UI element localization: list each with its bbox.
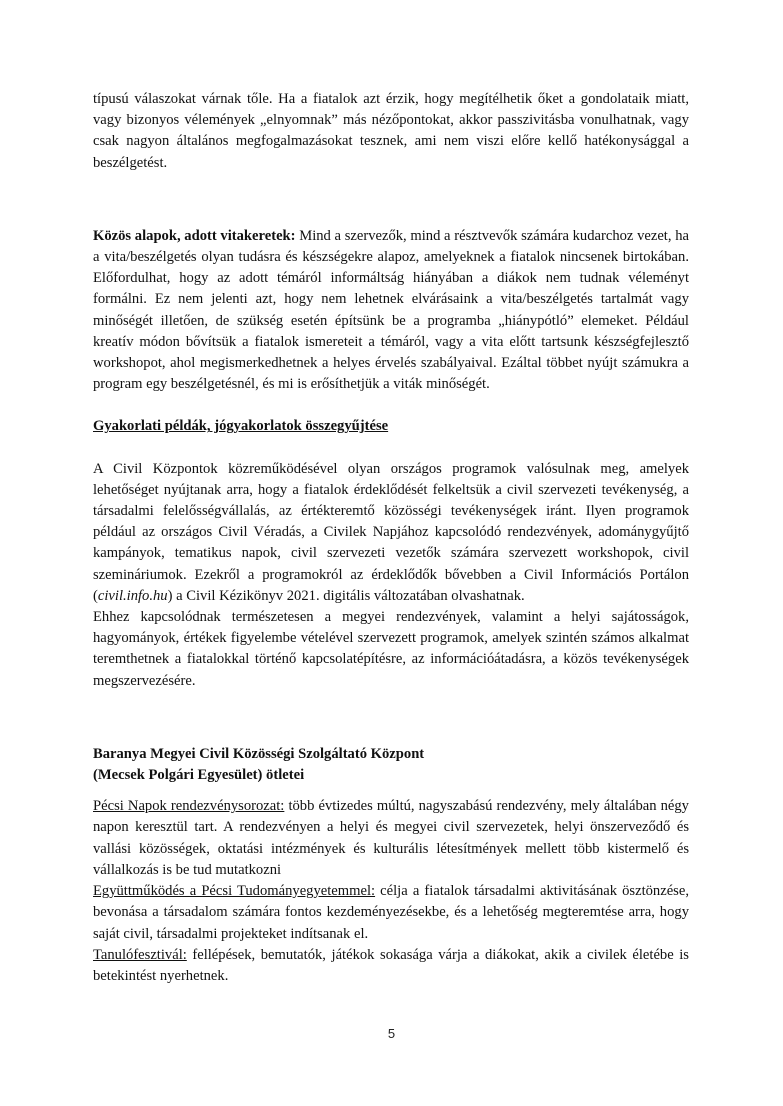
paragraph-civil-centers (93, 459, 689, 607)
spacer (93, 395, 689, 416)
paragraph-common-grounds (93, 226, 689, 396)
spacer (93, 723, 689, 744)
spacer (93, 174, 689, 205)
item-text: több évtizedes múltú, nagyszabású rendezvény, mely általában négy napon keresztül tart. A rendezvényen a helyi és megyei civil szervezetek, helyi önszerveződő és vallási közösségek, oktatási intézmények és kulturális létesítmények mellett több kistermelő és vállalkozás is be tud mutatkozni (93, 798, 689, 878)
item-text: fellépések, bemutatók, játékok sokasága várja a diákokat, akik a civilek életébe is betekintést nyerhetnek. (93, 946, 689, 984)
document-body (93, 89, 689, 987)
paragraph-county-events: Ehhez kapcsolódnak természetesen a megyei rendezvények, valamint a helyi sajátosságok, hagyományok, értékek figyelembe vételével szervezett programok, amelyek szintén számos alkalmat teremthetnek a fiatalokkal történő kapcsolatépítésre, az információátadásra, a közös tevékenységek megszervezésére. (93, 609, 689, 689)
item-text: célja a fiatalok társadalmi aktivitásának ösztönzése, bevonása a társadalom számára fontos kezdeményezésekbe, és a lehetőség megteremtése arra, hogy saját civil, társadalmi projekteket indítsanak el. (93, 883, 689, 942)
page-number: 5 (387, 1026, 396, 1041)
item-label: Tanulófesztivál: (93, 946, 187, 963)
spacer (93, 786, 689, 796)
list-item (93, 945, 689, 987)
item-label: Együttműködés a Pécsi Tudományegyetemmel: (93, 883, 376, 900)
org-heading-line2: (Mecsek Polgári Egyesület) ötletei (93, 767, 305, 784)
paragraph-text: A Civil Központok közreműködésével olyan országos programok valósulnak meg, amelyek lehetőséget nyújtanak arra, hogy a fiatalok érdeklődését felkeltsük a civil szervezeti tevékenység, a társadalmi felelősségvállalás, az értékteremtő közösségi tevékenységek iránt. Ilyen programok például az országos Civil Véradás, a Civilek Napjához kapcsolódó rendezvények, adománygyűjtő kampányok, tematikus napok, civil szervezeti vezetők számára szervezett workshopok, civil szemináriumok. Ezekről a programokról az érdeklődők bővebben a Civil Információs Portálon ( (93, 460, 689, 604)
portal-link[interactable]: civil.info.hu (97, 587, 168, 604)
list-item (93, 796, 689, 881)
paragraph-continuation: típusú válaszokat várnak tőle. Ha a fiatalok azt érzik, hogy megítélhetik őket a gondolataik miatt, vagy bizonyos vélemények „elnyomnak” más nézőpontokat, akkor passzivitásba vonulhatnak, vagy csak nagyon általános megfogalmazásokat tesznek, ami nem viszi előre kellő hatékonysággal a beszélgetést. (93, 91, 689, 171)
org-heading-line1: Baranya Megyei Civil Közösségi Szolgáltató Központ (93, 745, 425, 762)
spacer (93, 438, 689, 459)
paragraph-text: ) a Civil Kézikönyv 2021. digitális változatában olvashatnak. (167, 587, 525, 604)
section-heading: Gyakorlati példák, jógyakorlatok összegyűjtése (93, 418, 389, 435)
list-item (93, 881, 689, 945)
paragraph-text: Mind a szervezők, mind a résztvevők számára kudarchoz vezet, ha a vita/beszélgetés olyan tudásra és készségekre alapoz, amelyeknek a fiatalok nincsenek birtokában. Előfordulhat, hogy az adott témáról informáltság hiányában a diákok nem tudnak véleményt formálni. Ez nem jelenti azt, hogy nem lehetnek elvárásaink a vita/beszélgetés tartalmát vagy minőségét illetően, de szükség esetén építsünk be a programba „hiánypótló” elemeket. Például kreatív módon bővítsük a fiatalok ismereteit a témáról, vagy a vita előtt tartsunk készségfejlesztő workshopot, ahol megismerkedhetnek a helyes érvelés szabályaival. Ezáltal többet nyújt számukra a program egy beszélgetésnél, és mi is erősíthetjük a viták minőségét. (93, 227, 689, 393)
paragraph-lead: Közös alapok, adott vitakeretek: (93, 227, 296, 244)
item-label: Pécsi Napok rendezvénysorozat: (93, 798, 285, 815)
spacer (93, 692, 689, 723)
spacer (93, 205, 689, 226)
